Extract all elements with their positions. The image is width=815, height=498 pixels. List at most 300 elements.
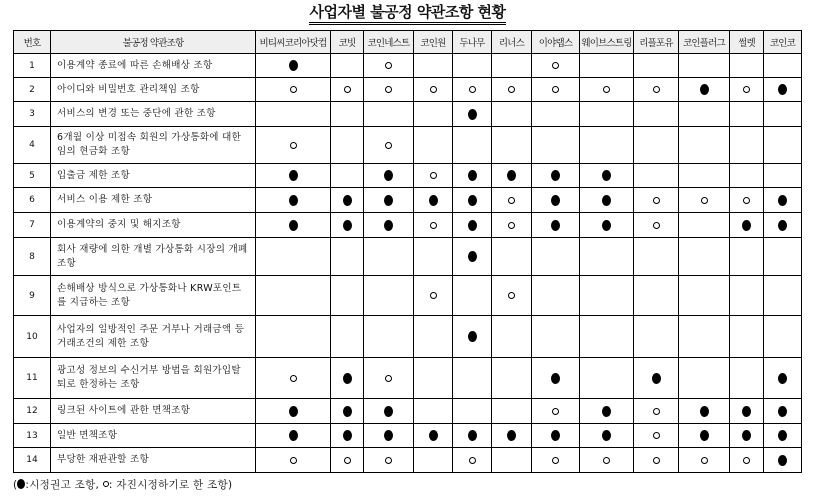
mark-cell [492, 164, 532, 188]
empty-circle-icon [552, 457, 559, 464]
empty-circle-icon [430, 172, 437, 179]
filled-circle-icon [778, 220, 787, 231]
filled-circle-icon [778, 455, 787, 466]
header-company: 리플포유 [634, 31, 679, 54]
clause-text: 사업자의 일방적인 주문 거부나 거래금액 등 거래조건의 제한 조항 [51, 316, 256, 358]
mark-cell [634, 54, 679, 78]
filled-circle-icon [384, 406, 393, 417]
mark-cell [730, 316, 764, 358]
row-number: 5 [14, 164, 51, 188]
filled-circle-icon [468, 430, 477, 441]
table-row [14, 448, 802, 473]
mark-cell [634, 188, 679, 213]
filled-circle-icon [700, 406, 709, 417]
mark-cell [414, 188, 453, 213]
table-row [14, 54, 802, 78]
row-number: 4 [14, 127, 51, 164]
filled-circle-icon [742, 406, 751, 417]
header-number: 번호 [14, 31, 51, 54]
filled-circle-icon [343, 406, 352, 417]
empty-circle-icon [430, 86, 437, 93]
clause-text: 링크된 사이트에 관한 면책조항 [51, 399, 256, 424]
filled-circle-icon [700, 84, 709, 95]
header-company: 코인플러그 [679, 31, 730, 54]
mark-cell [634, 127, 679, 164]
mark-cell [730, 102, 764, 127]
row-number: 7 [14, 213, 51, 238]
row-number: 14 [14, 448, 51, 473]
mark-cell [256, 54, 331, 78]
empty-circle-icon [653, 432, 660, 439]
mark-cell [580, 78, 634, 102]
mark-cell [414, 424, 453, 448]
empty-circle-icon [385, 457, 392, 464]
filled-circle-icon [289, 430, 298, 441]
filled-circle-icon [602, 220, 611, 231]
empty-circle-icon [653, 408, 660, 415]
row-number: 9 [14, 276, 51, 316]
mark-cell [764, 358, 802, 399]
filled-circle-icon [778, 84, 787, 95]
unfair-terms-table [13, 30, 802, 473]
mark-cell [532, 164, 580, 188]
header-row [14, 31, 802, 54]
mark-cell [580, 448, 634, 473]
mark-cell [634, 316, 679, 358]
header-company: 웨이브스트링 [580, 31, 634, 54]
mark-cell [331, 276, 364, 316]
mark-cell [634, 78, 679, 102]
mark-cell [414, 78, 453, 102]
clause-text: 입출금 제한 조항 [51, 164, 256, 188]
empty-circle-icon [344, 86, 351, 93]
empty-circle-icon [743, 86, 750, 93]
mark-cell [414, 316, 453, 358]
mark-cell [331, 448, 364, 473]
footnote-open: ( [13, 479, 18, 491]
clause-text: 부당한 재판관할 조항 [51, 448, 256, 473]
mark-cell [331, 164, 364, 188]
mark-cell [453, 188, 492, 213]
header-company: 코빗 [331, 31, 364, 54]
mark-cell [730, 424, 764, 448]
mark-cell [364, 424, 414, 448]
filled-circle-icon [778, 430, 787, 441]
filled-circle-icon [700, 430, 709, 441]
filled-circle-icon [343, 195, 352, 206]
mark-cell [256, 276, 331, 316]
mark-cell [580, 238, 634, 276]
filled-circle-icon [551, 195, 560, 206]
empty-circle-icon [743, 457, 750, 464]
empty-circle-icon [701, 457, 708, 464]
footnote-full-label: :시정권고 조항, [25, 479, 103, 491]
empty-circle-icon [385, 142, 392, 149]
mark-cell [256, 399, 331, 424]
filled-circle-icon [289, 220, 298, 231]
mark-cell [331, 238, 364, 276]
mark-cell [492, 188, 532, 213]
legend-footnote [13, 477, 232, 492]
mark-cell [453, 424, 492, 448]
mark-cell [492, 54, 532, 78]
mark-cell [730, 54, 764, 78]
mark-cell [364, 102, 414, 127]
mark-cell [580, 399, 634, 424]
empty-circle-icon [385, 86, 392, 93]
filled-circle-icon [742, 430, 751, 441]
filled-circle-icon [289, 195, 298, 206]
empty-circle-icon [385, 62, 392, 69]
mark-cell [730, 399, 764, 424]
row-number: 3 [14, 102, 51, 127]
mark-cell [634, 164, 679, 188]
mark-cell [580, 54, 634, 78]
filled-circle-icon [468, 331, 477, 342]
mark-cell [364, 276, 414, 316]
mark-cell [532, 102, 580, 127]
mark-cell [580, 424, 634, 448]
clause-text: 광고성 정보의 수신거부 방법을 회원가입탈퇴로 한정하는 조항 [51, 358, 256, 399]
mark-cell [414, 448, 453, 473]
filled-circle-icon [429, 430, 438, 441]
mark-cell [256, 164, 331, 188]
empty-circle-icon [430, 292, 437, 299]
mark-cell [532, 78, 580, 102]
mark-cell [634, 448, 679, 473]
mark-cell [453, 102, 492, 127]
mark-cell [679, 127, 730, 164]
filled-circle-icon [343, 220, 352, 231]
empty-circle-icon [653, 457, 660, 464]
mark-cell [364, 213, 414, 238]
mark-cell [331, 102, 364, 127]
mark-cell [331, 316, 364, 358]
filled-circle-icon [289, 170, 298, 181]
mark-cell [492, 399, 532, 424]
mark-cell [679, 448, 730, 473]
mark-cell [256, 448, 331, 473]
clause-text: 손해배상 방식으로 가상통화나 KRW포인트를 지급하는 조항 [51, 276, 256, 316]
row-number: 11 [14, 358, 51, 399]
mark-cell [492, 358, 532, 399]
mark-cell [580, 213, 634, 238]
mark-cell [414, 127, 453, 164]
filled-circle-icon [602, 170, 611, 181]
mark-cell [414, 164, 453, 188]
mark-cell [364, 54, 414, 78]
mark-cell [453, 358, 492, 399]
mark-cell [414, 238, 453, 276]
mark-cell [492, 238, 532, 276]
mark-cell [580, 276, 634, 316]
filled-circle-icon [468, 170, 477, 181]
table-row [14, 424, 802, 448]
mark-cell [364, 316, 414, 358]
mark-cell [453, 78, 492, 102]
row-number: 13 [14, 424, 51, 448]
empty-circle-icon [469, 457, 476, 464]
mark-cell [634, 213, 679, 238]
mark-cell [331, 213, 364, 238]
filled-circle-icon [384, 195, 393, 206]
clause-text: 이용계약의 중지 및 해지조항 [51, 213, 256, 238]
mark-cell [256, 127, 331, 164]
mark-cell [634, 102, 679, 127]
table-row [14, 102, 802, 127]
mark-cell [492, 316, 532, 358]
mark-cell [331, 424, 364, 448]
mark-cell [730, 358, 764, 399]
mark-cell [679, 102, 730, 127]
mark-cell [256, 78, 331, 102]
header-company: 두나무 [453, 31, 492, 54]
mark-cell [364, 238, 414, 276]
row-number: 1 [14, 54, 51, 78]
table-row [14, 399, 802, 424]
empty-circle-icon [653, 222, 660, 229]
clause-text: 이용계약 종료에 따른 손해배상 조항 [51, 54, 256, 78]
filled-circle-icon [778, 373, 787, 384]
mark-cell [492, 78, 532, 102]
empty-circle-icon [508, 197, 515, 204]
mark-cell [679, 188, 730, 213]
table-row [14, 316, 802, 358]
filled-circle-icon [507, 430, 516, 441]
mark-cell [331, 54, 364, 78]
mark-cell [580, 164, 634, 188]
clause-text: 일반 면책조항 [51, 424, 256, 448]
mark-cell [364, 399, 414, 424]
mark-cell [730, 164, 764, 188]
mark-cell [414, 358, 453, 399]
empty-circle-icon [430, 222, 437, 229]
empty-circle-icon [290, 375, 297, 382]
mark-cell [679, 358, 730, 399]
empty-circle-icon [508, 86, 515, 93]
mark-cell [634, 424, 679, 448]
filled-circle-icon [551, 220, 560, 231]
mark-cell [414, 102, 453, 127]
empty-circle-icon [344, 457, 351, 464]
mark-cell [532, 276, 580, 316]
filled-circle-icon [602, 195, 611, 206]
table-row [14, 188, 802, 213]
empty-circle-icon [653, 197, 660, 204]
filled-circle-icon [343, 373, 352, 384]
mark-cell [679, 399, 730, 424]
header-company: 썰렛 [730, 31, 764, 54]
mark-cell [532, 316, 580, 358]
mark-cell [679, 213, 730, 238]
mark-cell [453, 448, 492, 473]
filled-circle-icon [778, 406, 787, 417]
empty-circle-icon [701, 197, 708, 204]
mark-cell [764, 127, 802, 164]
filled-circle-icon [602, 406, 611, 417]
mark-cell [580, 102, 634, 127]
filled-circle-icon [507, 170, 516, 181]
mark-cell [453, 213, 492, 238]
table-row [14, 78, 802, 102]
empty-circle-icon [743, 197, 750, 204]
mark-cell [634, 399, 679, 424]
empty-circle-icon [469, 86, 476, 93]
mark-cell [764, 54, 802, 78]
mark-cell [764, 164, 802, 188]
mark-cell [730, 448, 764, 473]
mark-cell [679, 164, 730, 188]
table-row [14, 238, 802, 276]
mark-cell [532, 424, 580, 448]
filled-circle-icon [652, 373, 661, 384]
mark-cell [492, 276, 532, 316]
mark-cell [492, 424, 532, 448]
mark-cell [679, 54, 730, 78]
mark-cell [532, 358, 580, 399]
filled-circle-icon [343, 430, 352, 441]
mark-cell [764, 238, 802, 276]
row-number: 2 [14, 78, 51, 102]
mark-cell [532, 399, 580, 424]
table-row [14, 276, 802, 316]
mark-cell [453, 238, 492, 276]
filled-circle-icon [384, 170, 393, 181]
header-company: 이야랩스 [532, 31, 580, 54]
mark-cell [256, 213, 331, 238]
mark-cell [764, 78, 802, 102]
mark-cell [256, 102, 331, 127]
mark-cell [492, 102, 532, 127]
mark-cell [364, 78, 414, 102]
mark-cell [532, 188, 580, 213]
filled-circle-icon [551, 430, 560, 441]
clause-text: 회사 재량에 의한 개별 가상통화 시장의 개폐조항 [51, 238, 256, 276]
filled-circle-icon [602, 430, 611, 441]
mark-cell [256, 424, 331, 448]
mark-cell [453, 399, 492, 424]
mark-cell [331, 78, 364, 102]
mark-cell [764, 448, 802, 473]
mark-cell [679, 316, 730, 358]
mark-cell [256, 238, 331, 276]
mark-cell [679, 238, 730, 276]
page-title-text: 사업자별 불공정 약관조항 현황 [309, 4, 505, 25]
mark-cell [331, 399, 364, 424]
filled-circle-icon [384, 220, 393, 231]
mark-cell [364, 448, 414, 473]
empty-circle-icon [290, 142, 297, 149]
empty-circle-icon [290, 457, 297, 464]
mark-cell [764, 188, 802, 213]
mark-cell [492, 213, 532, 238]
mark-cell [256, 358, 331, 399]
mark-cell [730, 188, 764, 213]
empty-circle-icon [552, 62, 559, 69]
mark-cell [453, 164, 492, 188]
filled-circle-icon [429, 195, 438, 206]
mark-cell [364, 358, 414, 399]
mark-cell [532, 448, 580, 473]
header-company: 리너스 [492, 31, 532, 54]
mark-cell [492, 448, 532, 473]
mark-cell [764, 399, 802, 424]
mark-cell [730, 213, 764, 238]
filled-circle-icon [742, 220, 751, 231]
filled-circle-icon [468, 220, 477, 231]
mark-cell [764, 102, 802, 127]
table-row [14, 127, 802, 164]
mark-cell [730, 127, 764, 164]
header-company: 비티씨코리아닷컴 [256, 31, 331, 54]
filled-circle-icon [468, 109, 477, 120]
filled-circle-icon [289, 60, 298, 71]
table-row [14, 358, 802, 399]
clause-text: 6개월 이상 미접속 회원의 가상통화에 대한 임의 현금화 조항 [51, 127, 256, 164]
mark-cell [364, 188, 414, 213]
mark-cell [679, 78, 730, 102]
filled-circle-icon [551, 170, 560, 181]
empty-circle-icon [552, 86, 559, 93]
mark-cell [453, 127, 492, 164]
mark-cell [764, 276, 802, 316]
mark-cell [580, 188, 634, 213]
mark-cell [764, 316, 802, 358]
mark-cell [414, 213, 453, 238]
empty-circle-icon [385, 375, 392, 382]
filled-circle-icon [289, 406, 298, 417]
page-title [0, 3, 815, 25]
clause-text: 아이디와 비밀번호 관리책임 조항 [51, 78, 256, 102]
mark-cell [580, 127, 634, 164]
filled-circle-icon [384, 430, 393, 441]
header-company: 코인코 [764, 31, 802, 54]
header-company: 코인네스트 [364, 31, 414, 54]
mark-cell [331, 358, 364, 399]
empty-circle-icon [653, 86, 660, 93]
mark-cell [532, 213, 580, 238]
mark-cell [453, 316, 492, 358]
mark-cell [364, 127, 414, 164]
mark-cell [580, 316, 634, 358]
mark-cell [764, 213, 802, 238]
table-row [14, 164, 802, 188]
row-number: 10 [14, 316, 51, 358]
filled-circle-icon [551, 373, 560, 384]
filled-circle-icon [468, 251, 477, 262]
empty-circle-icon [290, 86, 297, 93]
filled-circle-icon [778, 195, 787, 206]
mark-cell [634, 358, 679, 399]
mark-cell [730, 78, 764, 102]
mark-cell [679, 276, 730, 316]
mark-cell [453, 54, 492, 78]
mark-cell [492, 127, 532, 164]
filled-circle-icon [468, 195, 477, 206]
mark-cell [730, 276, 764, 316]
mark-cell [634, 276, 679, 316]
mark-cell [634, 238, 679, 276]
mark-cell [256, 188, 331, 213]
row-number: 8 [14, 238, 51, 276]
footnote-empty-label: : 자진시정하기로 한 조항) [108, 479, 233, 491]
mark-cell [679, 424, 730, 448]
mark-cell [453, 276, 492, 316]
empty-circle-icon [603, 86, 610, 93]
empty-circle-icon [508, 222, 515, 229]
mark-cell [532, 238, 580, 276]
row-number: 12 [14, 399, 51, 424]
